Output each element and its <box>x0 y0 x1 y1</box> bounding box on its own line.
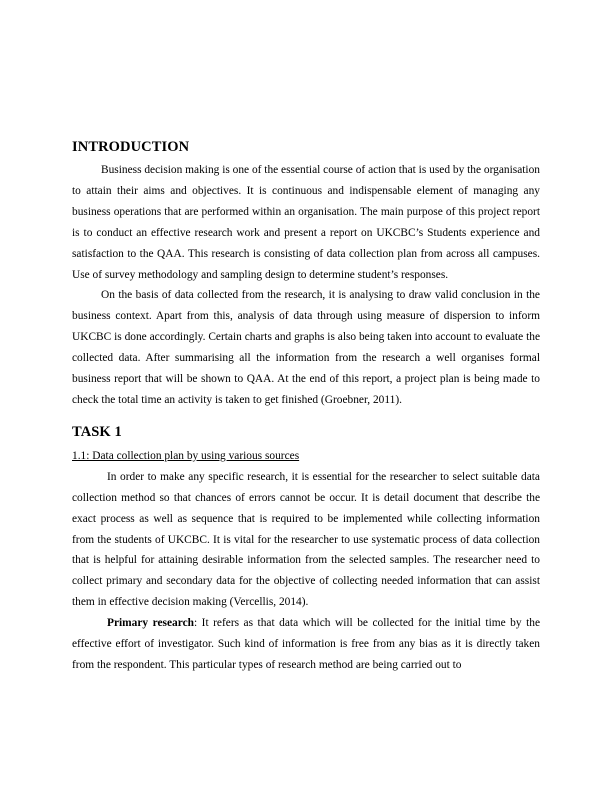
introduction-paragraph-1: Business decision making is one of the essential course of action that is used by the organisation to attain their aims and objectives. It is continuous and indispensable element of managing any business operations that are performed within an organisation. The main purpose of this project report is to conduct an effective research work and present a report on UKCBC’s Students experience and satisfaction to the QAA. This research is consisting of data collection plan from across all campuses. Use of survey methodology and sampling design to determine student’s responses. <box>72 164 540 281</box>
primary-research-paragraph <box>72 613 540 676</box>
introduction-paragraph-2: On the basis of data collected from the research, it is analysing to draw valid conclusion in the business context. Apart from this, analysis of data through using measure of dispersion to inform UKCBC is done accordingly. Certain charts and graphs is also being taken into account to evaluate the collected data. After summarising all the information from the research a well organises formal business report that will be shown to QAA. At the end of this report, a project plan is being made to check the total time an activity is taken to get finished (Groebner, 2011). <box>72 289 540 406</box>
introduction-heading: INTRODUCTION <box>72 139 190 155</box>
task-1-heading: TASK 1 <box>72 423 122 440</box>
primary-research-label: Primary research <box>107 617 194 630</box>
page-content <box>72 137 540 676</box>
primary-research-text: : It refers as that data which will be collected for the initial time by the effective effort of investigator. Such kind of information is free from any bias as it is directly taken from the respondent. This particular types of research method are being carried out to <box>72 617 540 671</box>
task-1-subheading: 1.1: Data collection plan by using various sources <box>72 449 300 462</box>
task-1-paragraph-1: In order to make any specific research, it is essential for the researcher to select suitable data collection method so that chances of errors cannot be occur. It is detail document that describe the exact process as well as sequence that is required to be implemented while collecting information from the students of UKCBC. It is vital for the researcher to use systematic process of data collection that is helpful for attaining desirable information from the selected samples. The researcher need to collect primary and secondary data for the objective of collecting needed information that can assist them in effective decision making (Vercellis, 2014). <box>72 470 540 609</box>
